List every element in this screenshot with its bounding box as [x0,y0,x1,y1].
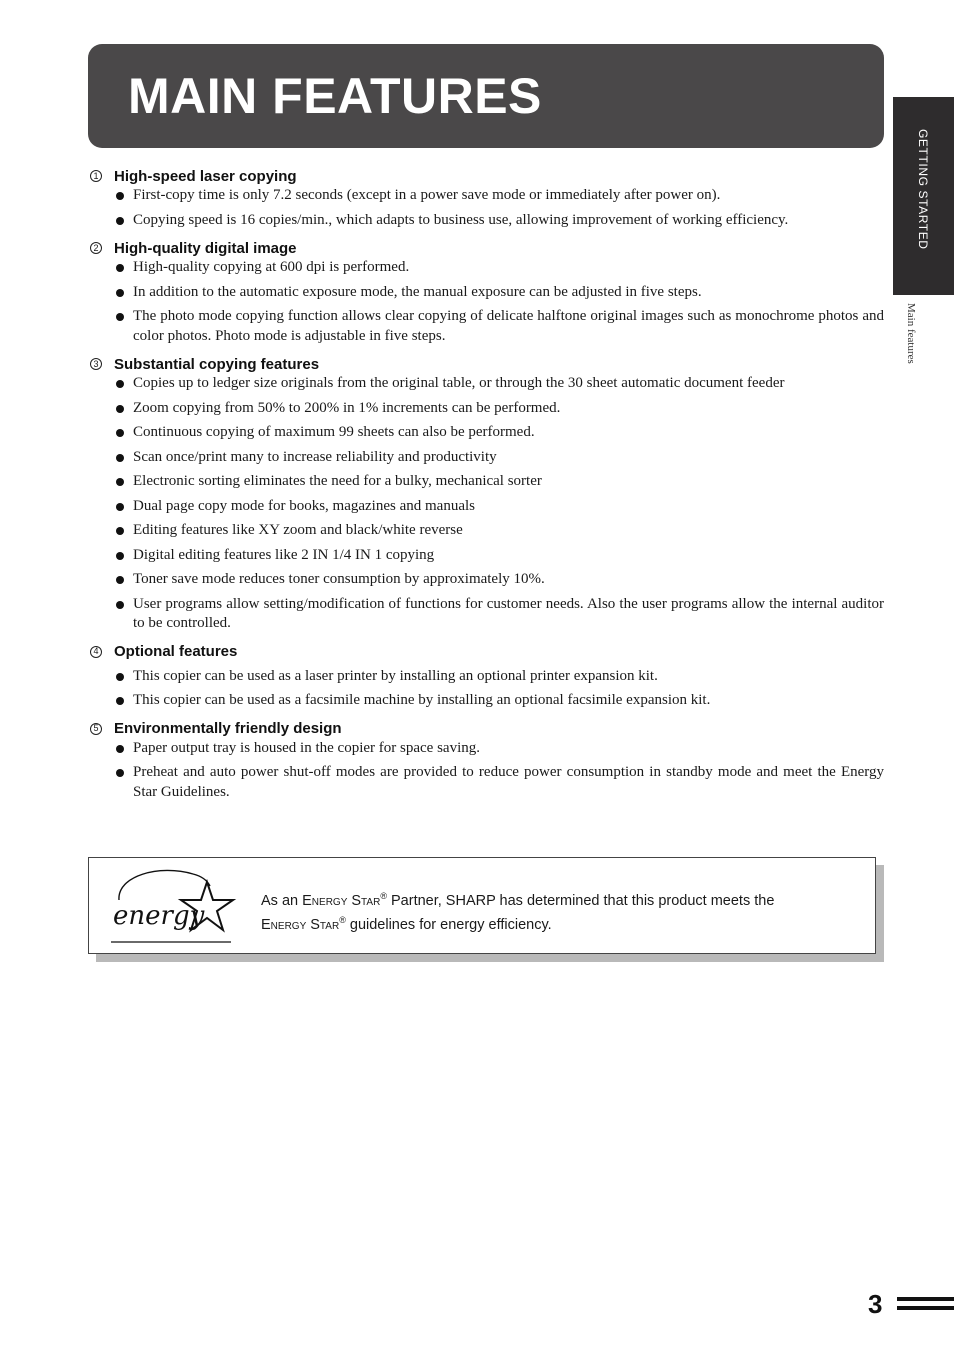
list-item: Preheat and auto power shut-off modes are provided to reduce power consumption in standby mode and meet the Energy Star Guidelines. [88,763,884,802]
section-title: High-quality digital image [114,239,297,257]
section-title: High-speed laser copying [114,167,297,185]
bullet-icon [116,673,124,681]
list-item: Continuous copying of maximum 99 sheets can also be performed. [88,423,884,443]
bullet-icon [116,552,124,560]
title-banner [88,44,884,148]
circled-number-icon: 2 [90,242,102,254]
bullet-icon [116,264,124,272]
bullet-icon [116,769,124,777]
circled-number-icon: 3 [90,358,102,370]
section-title: Environmentally friendly design [114,720,342,737]
list-item: Paper output tray is housed in the copier for space saving. [88,739,884,759]
bullet-list [88,667,884,711]
list-item: Digital editing features like 2 IN 1/4 IN 1 copying [88,546,884,566]
list-item: High-quality copying at 600 dpi is performed. [88,258,884,278]
bullet-icon [116,405,124,413]
bullet-list [88,258,884,346]
list-item: Editing features like XY zoom and black/white reverse [88,521,884,541]
list-item: Zoom copying from 50% to 200% in 1% increments can be performed. [88,399,884,419]
feature-section [88,354,884,634]
list-item: This copier can be used as a laser printer by installing an optional printer expansion kit. [88,667,884,687]
feature-section [88,166,884,230]
section-heading [88,166,884,186]
circled-number-icon: 5 [90,723,102,735]
page-number: 3 [868,1289,883,1319]
circled-number-icon: 1 [90,170,102,182]
section-heading [88,354,884,374]
bullet-icon [116,454,124,462]
list-item: Copies up to ledger size originals from the original table, or through the 30 sheet automatic document feeder [88,374,884,394]
page-title: MAIN FEATURES [128,68,542,124]
bullet-icon [116,192,124,200]
page-rule [897,1306,954,1310]
page-rule [897,1297,954,1301]
feature-section [88,642,884,711]
features-content [88,166,884,810]
bullet-list [88,374,884,634]
list-item: Toner save mode reduces toner consumption by approximately 10%. [88,570,884,590]
section-heading [88,238,884,258]
circled-number-icon: 4 [90,646,102,658]
bullet-icon [116,313,124,321]
energy-star-logo-icon [107,862,237,948]
bullet-icon [116,289,124,297]
energy-logo-text: energy [113,901,205,931]
section-heading [88,642,884,662]
side-section-label: Main features [905,303,917,364]
bullet-icon [116,745,124,753]
bullet-list [88,186,884,230]
list-item: User programs allow setting/modification of functions for customer needs. Also the user programs allow the internal auditor to be controlled. [88,595,884,634]
bullet-icon [116,601,124,609]
list-item: Copying speed is 16 copies/min., which adapts to business use, allowing improvement of working efficiency. [88,211,884,231]
bullet-icon [116,478,124,486]
bullet-icon [116,503,124,511]
list-item: This copier can be used as a facsimile machine by installing an optional facsimile expansion kit. [88,691,884,711]
list-item: Scan once/print many to increase reliability and productivity [88,448,884,468]
feature-section [88,719,884,803]
bullet-icon [116,527,124,535]
bullet-icon [116,380,124,388]
side-tab-label: GETTING STARTED [916,129,930,250]
section-title: Substantial copying features [114,355,320,373]
bullet-list [88,739,884,803]
list-item: In addition to the automatic exposure mode, the manual exposure can be adjusted in five steps. [88,283,884,303]
bullet-icon [116,697,124,705]
side-tab [893,97,954,295]
energy-star-box [88,857,876,954]
bullet-icon [116,576,124,584]
list-item: Dual page copy mode for books, magazines and manuals [88,497,884,517]
list-item: Electronic sorting eliminates the need for a bulky, mechanical sorter [88,472,884,492]
bullet-icon [116,429,124,437]
section-heading [88,719,884,739]
list-item: The photo mode copying function allows clear copying of delicate halftone original images such as monochrome photos and color photos. Photo mode is adjustable in five steps. [88,307,884,346]
section-title: Optional features [114,643,238,660]
feature-section [88,238,884,346]
list-item: First-copy time is only 7.2 seconds (except in a power save mode or immediately after power on). [88,186,884,206]
bullet-icon [116,217,124,225]
energy-star-statement: As an Energy Star® Partner, SHARP has determined that this product meets the Energy Star® guidelines for energy efficiency. [261,891,775,933]
